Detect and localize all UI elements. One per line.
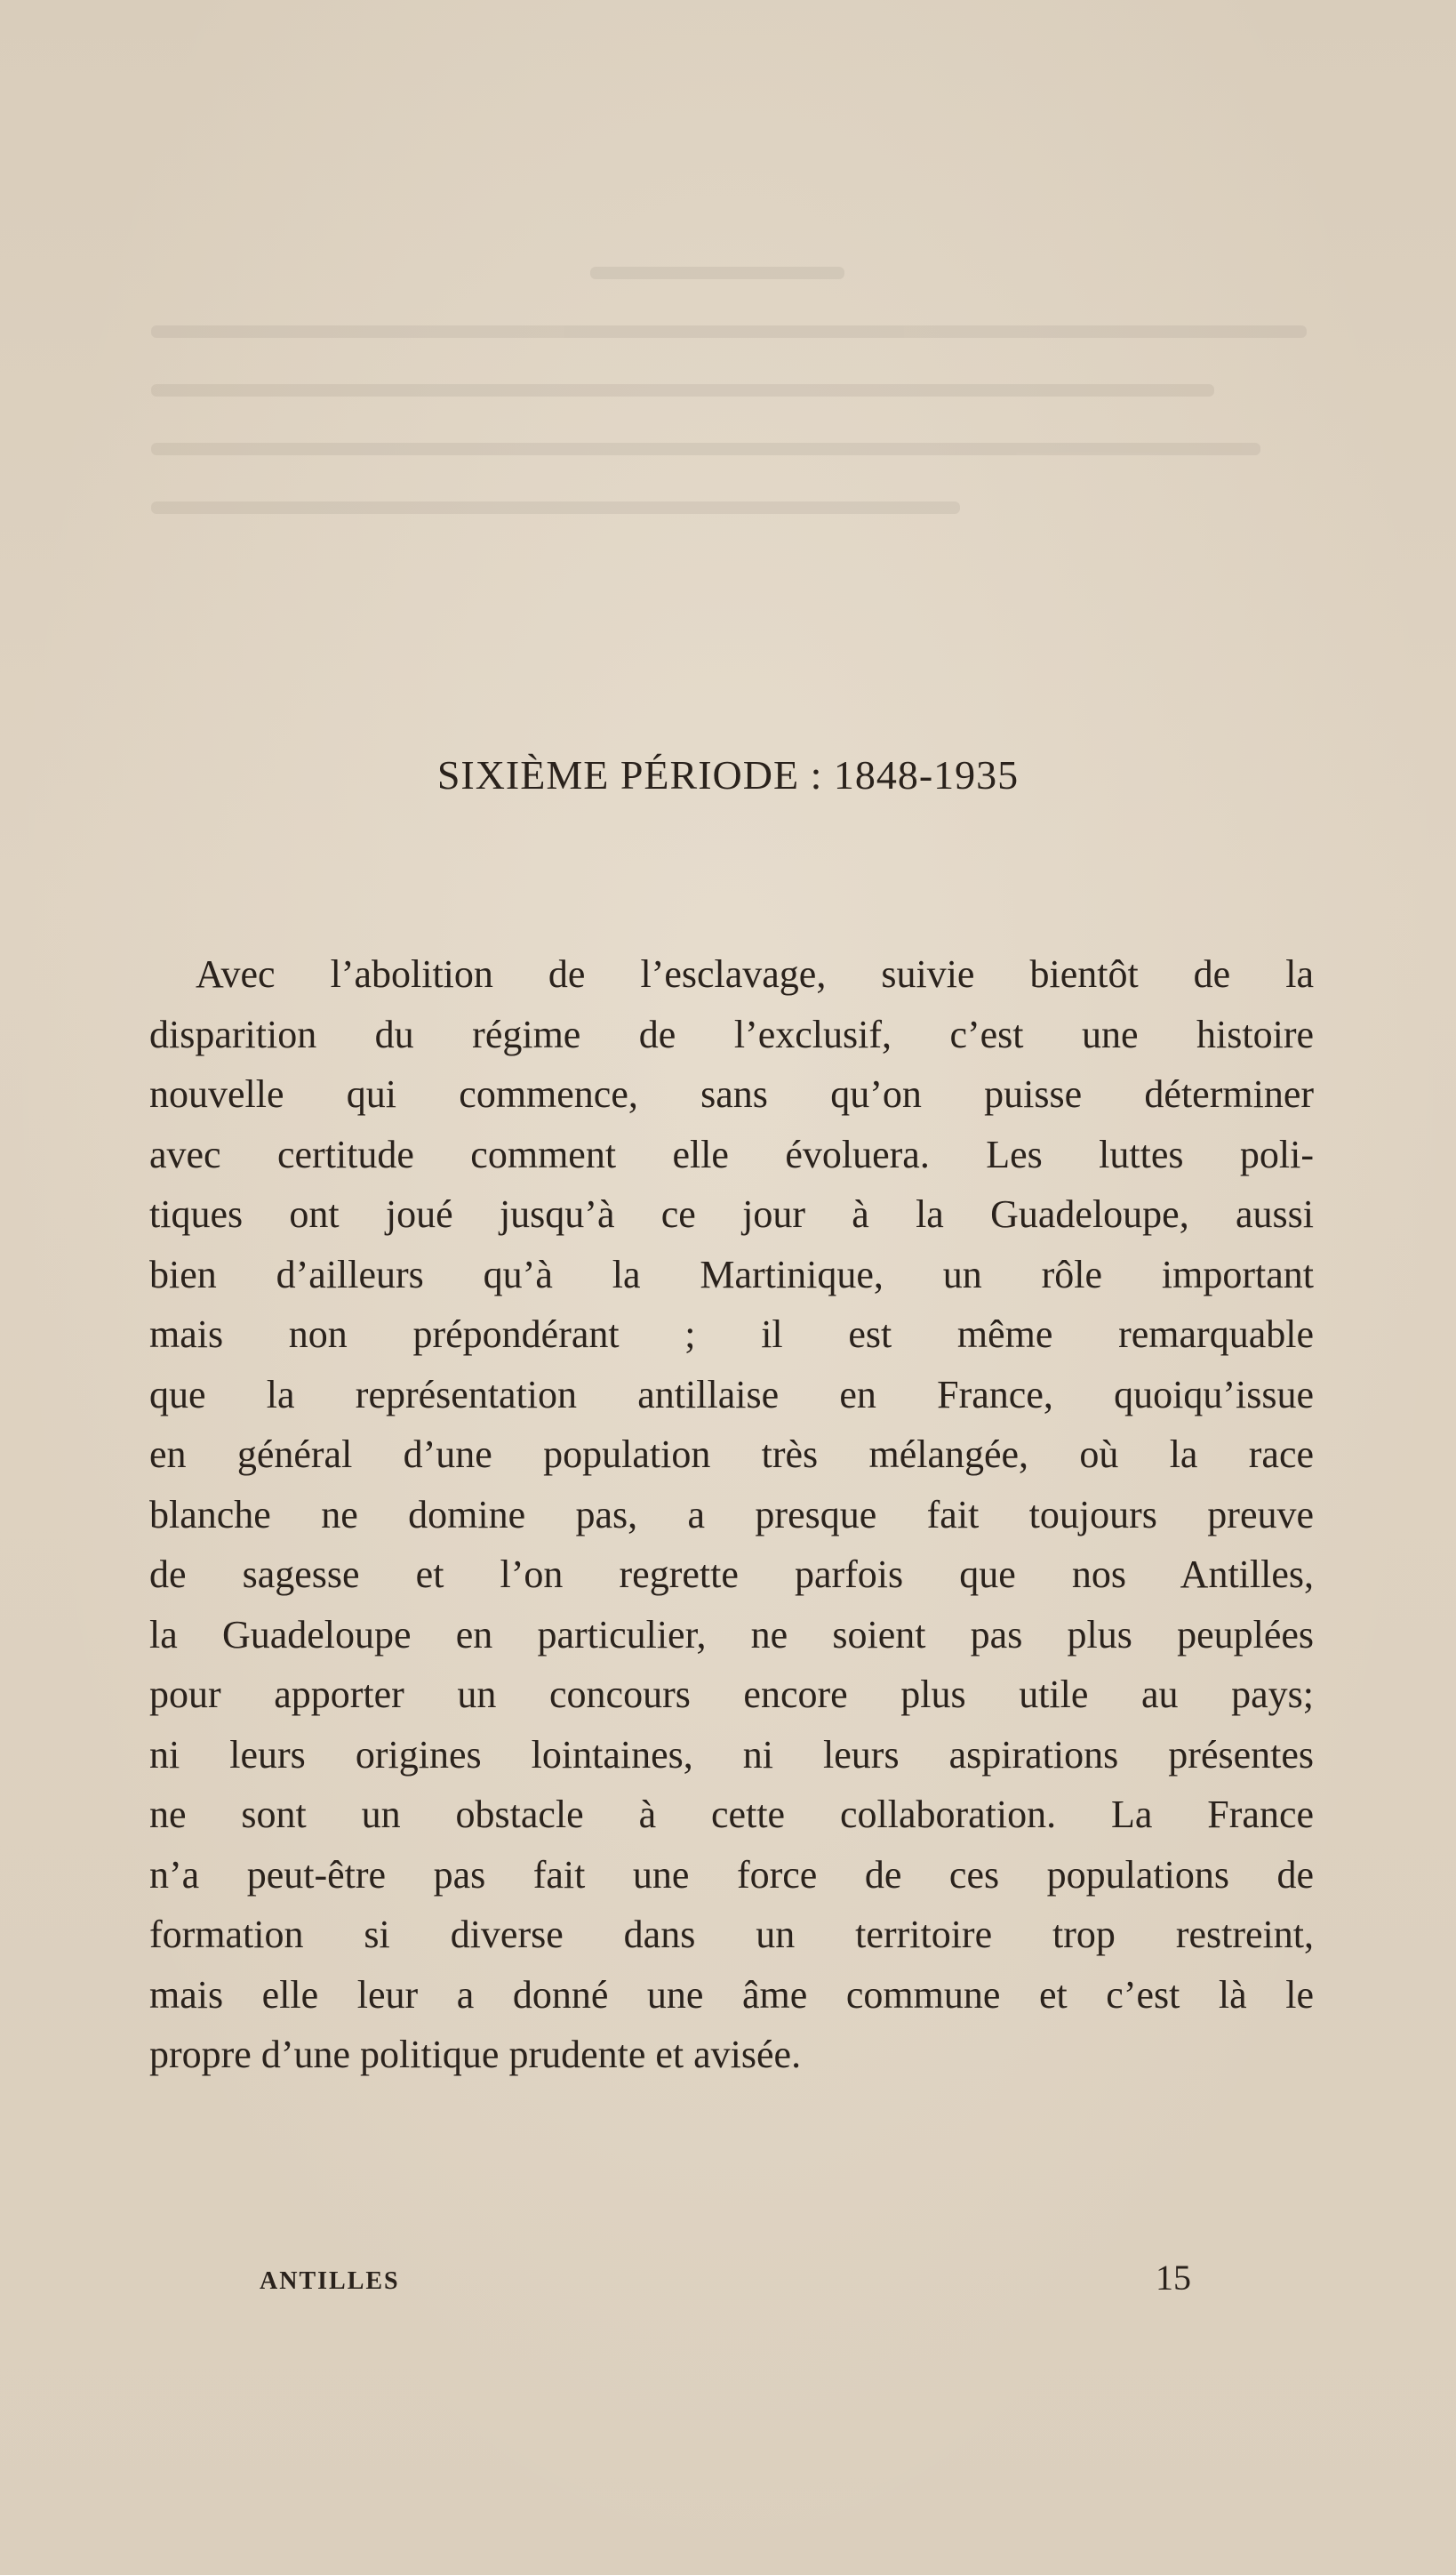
text-line: que la représentation antillaise en France, quoiqu’issue [149, 1372, 1314, 1416]
text-line: mais elle leur a donné une âme commune et c’est là le [149, 1972, 1314, 2017]
section-heading: SIXIÈME PÉRIODE : 1848-1935 [436, 752, 1020, 798]
text-line: ne sont un obstacle à cette collaboration. La France [149, 1793, 1314, 1836]
text-line: Avec l’abolition de l’esclavage, suivie bientôt de la [196, 952, 1314, 996]
page-number: 15 [1156, 2258, 1191, 2298]
text-line: disparition du régime de l’exclusif, c’est une histoire [149, 1012, 1314, 1056]
text-line: mais non prépondérant ; il est même remarquable [149, 1312, 1314, 1356]
text-line: tiques ont joué jusqu’à ce jour à la Guadeloupe, aussi [149, 1192, 1314, 1236]
text-line: bien d’ailleurs qu’à la Martinique, un rôle important [149, 1252, 1314, 1296]
text-line: de sagesse et l’on regrette parfois que nos Antilles, [149, 1552, 1314, 1596]
text-line: en général d’une population très mélangée, où la race [149, 1432, 1314, 1476]
body-paragraph [149, 944, 1314, 2085]
text-line: nouvelle qui commence, sans qu’on puisse déterminer [149, 1072, 1314, 1116]
text-line: ni leurs origines lointaines, ni leurs aspirations présentes [149, 1732, 1314, 1777]
text-line: la Guadeloupe en particulier, ne soient pas plus peuplées [149, 1612, 1314, 1657]
text-line: avec certitude comment elle évoluera. Les luttes poli- [149, 1132, 1314, 1176]
text-line: propre d’une politique prudente et avisée. [149, 2033, 802, 2076]
text-line: blanche ne domine pas, a presque fait toujours preuve [149, 1492, 1314, 1536]
running-footer-title: ANTILLES [260, 2267, 400, 2295]
text-line: n’a peut-être pas fait une force de ces populations de [149, 1852, 1314, 1897]
bleed-through-text [151, 267, 1307, 605]
text-line: formation si diverse dans un territoire trop restreint, [149, 1913, 1314, 1956]
text-line: pour apporter un concours encore plus utile au pays; [149, 1673, 1314, 1716]
